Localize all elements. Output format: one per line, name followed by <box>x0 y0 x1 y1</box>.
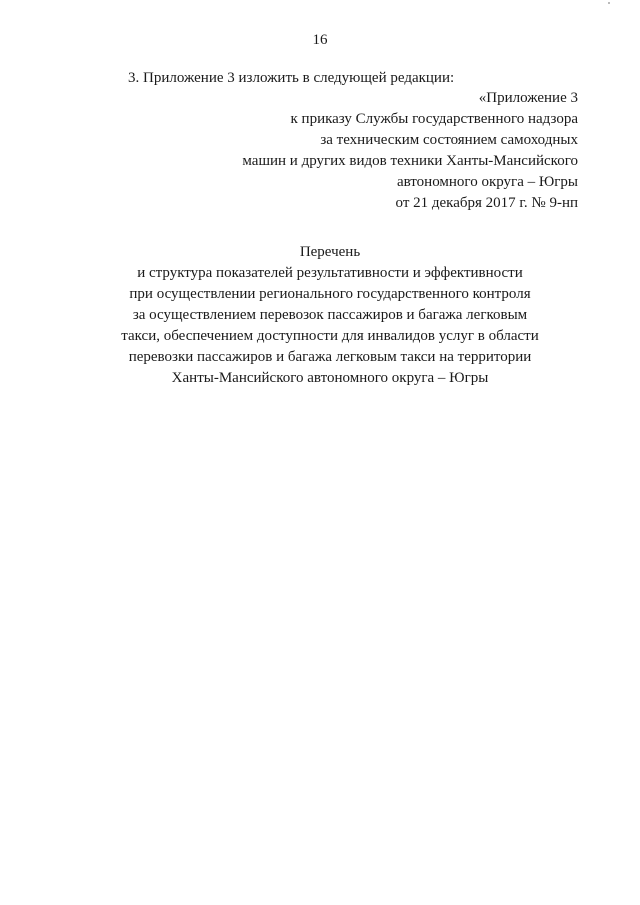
appendix-line: «Приложение 3 <box>478 90 578 106</box>
title-line: и структура показателей результативности и эффективности <box>137 265 523 281</box>
appendix-line: автономного округа – Югры <box>396 174 578 190</box>
appendix-line: за техническим состоянием самоходных <box>320 132 578 148</box>
title-line: перевозки пассажиров и багажа легковым такси на территории <box>128 349 532 365</box>
appendix-line: машин и других видов техники Ханты-Мансийского <box>242 153 578 169</box>
scan-speck <box>608 2 610 4</box>
appendix-line: к приказу Службы государственного надзора <box>290 111 578 127</box>
appendix-line: от 21 декабря 2017 г. № 9-нп <box>395 195 578 211</box>
document-title <box>90 242 570 389</box>
title-line: Перечень <box>299 244 361 260</box>
title-line: за осуществлением перевозок пассажиров и багажа легковым <box>132 307 528 323</box>
title-line: при осуществлении регионального государственного контроля <box>129 286 531 302</box>
title-line: Ханты-Мансийского автономного округа – Югры <box>171 370 489 386</box>
page-number: 16 <box>312 32 328 48</box>
amendment-instruction: 3. Приложение 3 изложить в следующей редакции: <box>128 70 455 86</box>
title-line: такси, обеспечением доступности для инвалидов услуг в области <box>121 328 539 344</box>
appendix-header <box>158 88 578 214</box>
